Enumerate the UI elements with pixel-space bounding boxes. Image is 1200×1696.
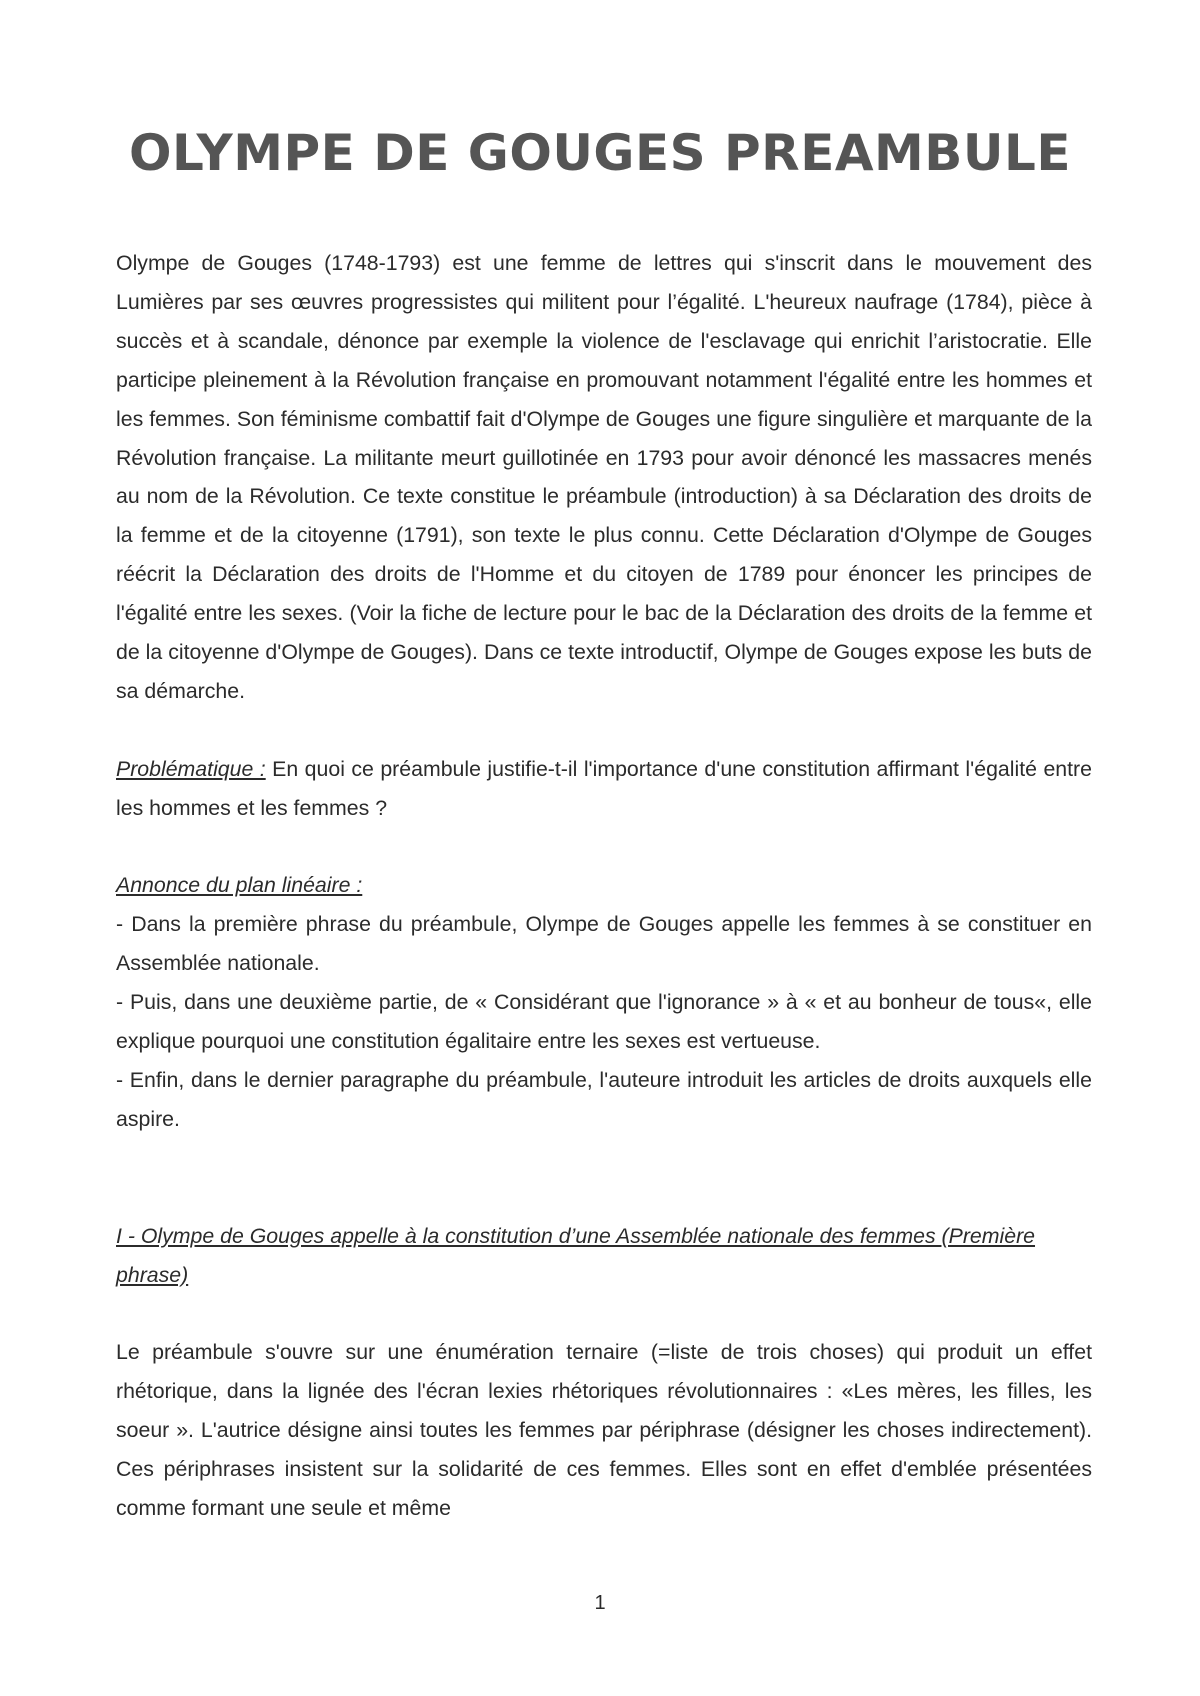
intro-paragraph: Olympe de Gouges (1748-1793) est une femme de lettres qui s'inscrit dans le mouvement des Lumières par ses œuvres progressistes qui militent pour l’égalité. L'heureux naufrage (1784), pièce à succès et à scandale, dénonce par exemple la violence de l'esclavage qui enrichit l’aristocratie. Elle participe pleinement à la Révolution française en promouvant notamment l'égalité entre les hommes et les femmes. Son féminisme combattif fait d'Olympe de Gouges une figure singulière et marquante de la Révolution française. La militante meurt guillotinée en 1793 pour avoir dénoncé les massacres menés au nom de la Révolution. Ce texte constitue le préambule (introduction) à sa Déclaration des droits de la femme et de la citoyenne (1791), son texte le plus connu. Cette Déclaration d'Olympe de Gouges réécrit la Déclaration des droits de l'Homme et du citoyen de 1789 pour énoncer les principes de l'égalité entre les sexes. (Voir la fiche de lecture pour le bac de la Déclaration des droits de la femme et de la citoyenne d'Olympe de Gouges). Dans ce texte introductif, Olympe de Gouges expose les buts de sa démarche. [116, 251, 1092, 703]
plan-item: - Enfin, dans le dernier paragraphe du préambule, l'auteure introduit les articles de droits auxquels elle aspire. [116, 1068, 1092, 1131]
plan-item: - Puis, dans une deuxième partie, de « Considérant que l'ignorance » à « et au bonheur de tous«, elle explique pourquoi une constitution égalitaire entre les sexes est vertueuse. [116, 990, 1092, 1054]
spacer [116, 1294, 1092, 1333]
plan-item: - Dans la première phrase du préambule, Olympe de Gouges appelle les femmes à se constituer en Assemblée nationale. [116, 912, 1092, 976]
problematique-label: Problématique : [116, 756, 266, 781]
spacer [116, 711, 1092, 750]
section-heading: I - Olympe de Gouges appelle à la constitution d’une Assemblée nationale des femmes (Première phrase) [116, 1223, 1036, 1287]
page-number: 1 [594, 1592, 606, 1614]
document-body [116, 244, 1092, 1528]
section-paragraph: Le préambule s'ouvre sur une énumération ternaire (=liste de trois choses) qui produit un effet rhétorique, dans la lignée des l'écran lexies rhétoriques révolutionnaires : «Les mères, les filles, les soeur ». L'autrice désigne ainsi toutes les femmes par périphrase (désigner les choses indirectement). Ces périphrases insistent sur la solidarité de ces femmes. Elles sont en effet d'emblée présentées comme formant une seule et même [116, 1340, 1092, 1520]
spacer [116, 1139, 1092, 1217]
page-title: OLYMPE DE GOUGES PREAMBULE [128, 124, 1072, 182]
plan-label: Annonce du plan linéaire : [116, 873, 363, 898]
problematique-text: En quoi ce préambule justifie-t-il l'importance d'une constitution affirmant l'égalité entre les hommes et les femmes ? [116, 756, 1092, 820]
spacer [116, 828, 1092, 867]
problematique-paragraph [116, 750, 1092, 828]
